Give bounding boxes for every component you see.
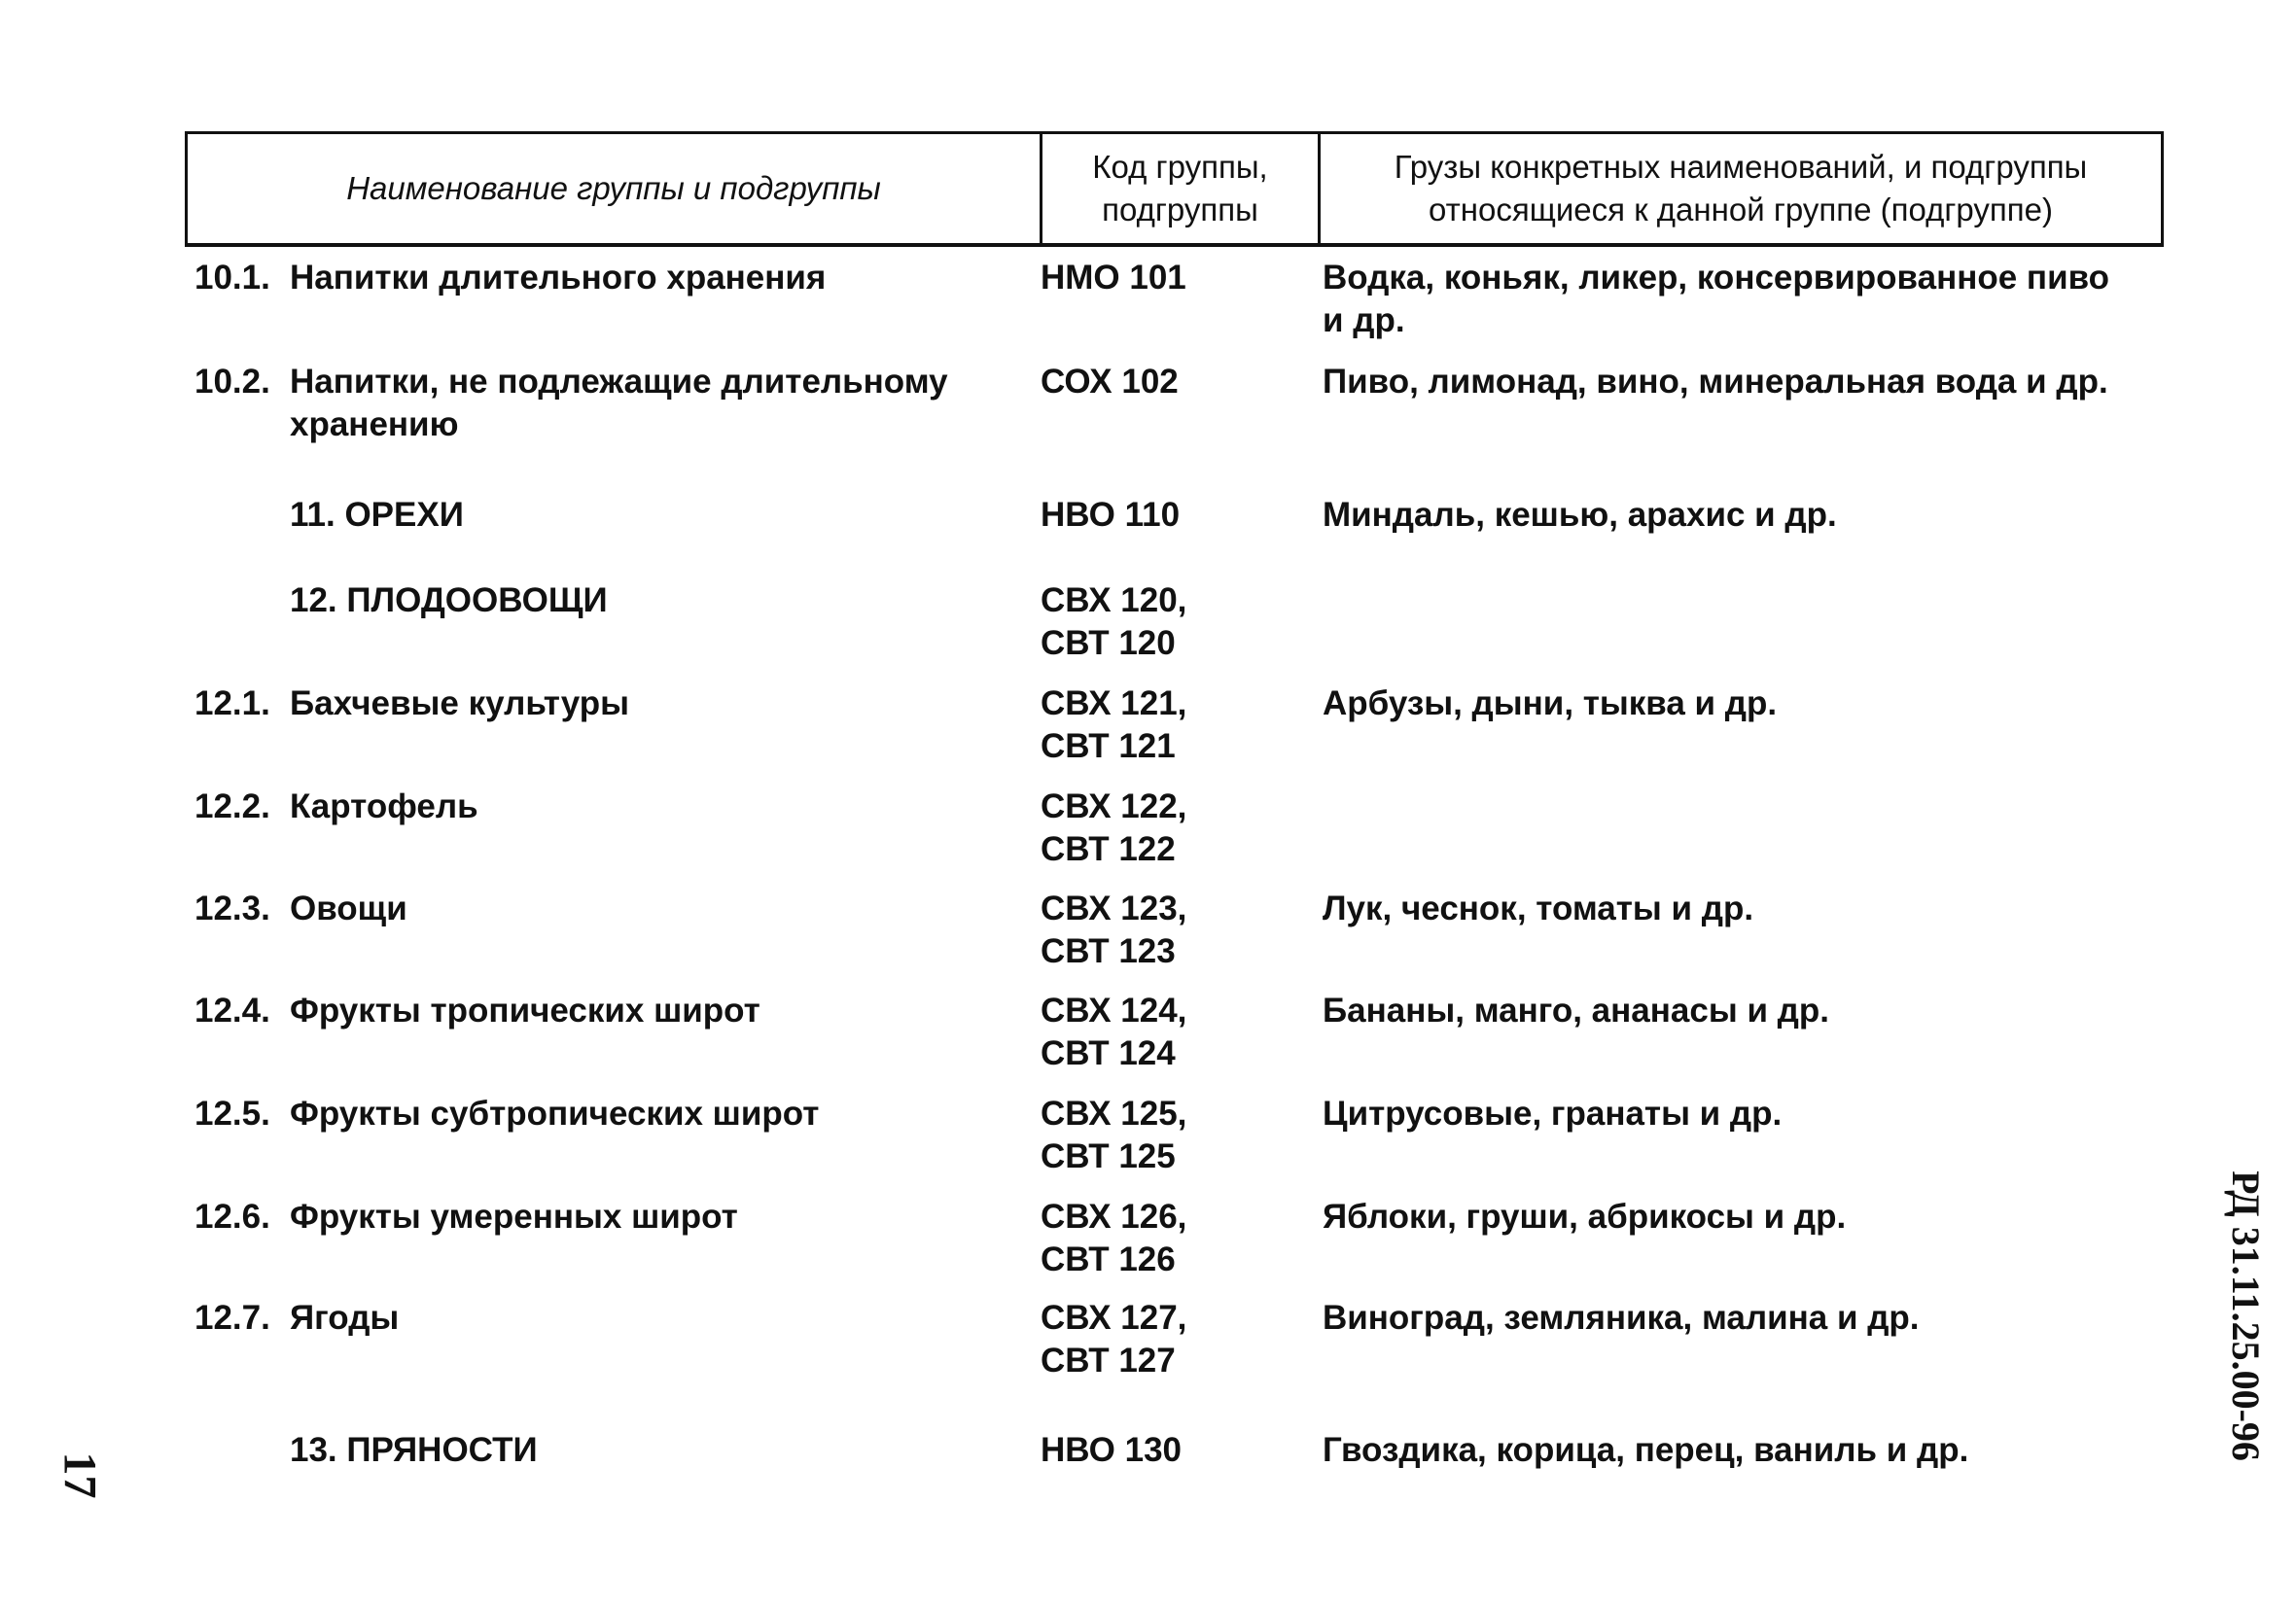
row-code: НВО 130 <box>1041 1431 1183 1469</box>
row-number: 12.3. <box>194 890 270 927</box>
row-desc: Арбузы, дыни, тыква и др. <box>1323 684 1778 722</box>
row-code: СОХ 102 <box>1041 363 1179 401</box>
row-code: НМО 101 <box>1041 259 1186 297</box>
row-name: 11. ОРЕХИ <box>290 496 464 534</box>
row-number: 12.4. <box>194 992 270 1030</box>
row-code: СВХ 123, СВТ 123 <box>1041 890 1187 970</box>
row-number: 12.7. <box>194 1299 270 1337</box>
row-code: СВХ 120, СВТ 120 <box>1041 581 1187 662</box>
header-name: Наименование группы и подгруппы <box>188 134 1042 243</box>
row-number: 12.6. <box>194 1198 270 1236</box>
row-code: НВО 110 <box>1041 496 1181 534</box>
row-number: 10.2. <box>194 363 270 401</box>
row-code: СВХ 125, СВТ 125 <box>1041 1095 1187 1175</box>
row-desc: Яблоки, груши, абрикосы и др. <box>1323 1198 1847 1236</box>
row-desc: Бананы, манго, ананасы и др. <box>1323 992 1830 1030</box>
row-number: 12.1. <box>194 684 270 722</box>
row-desc: Миндаль, кешью, арахис и др. <box>1323 496 1837 534</box>
row-number: 12.5. <box>194 1095 270 1133</box>
row-name: Ягоды <box>290 1299 400 1337</box>
row-name: Напитки, не подлежащие длительному хранению <box>290 363 948 443</box>
row-number: 10.1. <box>194 259 270 297</box>
row-name: Фрукты умеренных широт <box>290 1198 738 1236</box>
row-desc: Гвоздика, корица, перец, ваниль и др. <box>1323 1431 1969 1469</box>
row-name: 13. ПРЯНОСТИ <box>290 1431 538 1469</box>
row-name: Напитки длительного хранения <box>290 259 827 297</box>
row-desc: Цитрусовые, гранаты и др. <box>1323 1095 1783 1133</box>
page-number: 17 <box>53 1451 106 1499</box>
row-desc: Лук, чеснок, томаты и др. <box>1323 890 1754 927</box>
header-desc: Грузы конкретных наименований, и подгруппы относящиеся к данной группе (подгруппе) <box>1394 149 2088 227</box>
row-desc: Виноград, земляника, малина и др. <box>1323 1299 1920 1337</box>
row-code: СВХ 121, СВТ 121 <box>1041 684 1187 765</box>
row-code: СВХ 126, СВТ 126 <box>1041 1198 1187 1278</box>
row-code: СВХ 122, СВТ 122 <box>1041 787 1187 868</box>
row-name: Картофель <box>290 787 478 825</box>
document-code: РД 31.11.25.00-96 <box>2223 1170 2268 1461</box>
table-header <box>185 131 2164 247</box>
row-name: 12. ПЛОДООВОЩИ <box>290 581 608 619</box>
row-code: СВХ 124, СВТ 124 <box>1041 992 1187 1072</box>
row-name: Бахчевые культуры <box>290 684 630 722</box>
row-desc: Пиво, лимонад, вино, минеральная вода и др. <box>1323 363 2108 401</box>
header-code: Код группы, подгруппы <box>1042 134 1321 243</box>
row-name: Фрукты тропических широт <box>290 992 760 1030</box>
row-code: СВХ 127, СВТ 127 <box>1041 1299 1187 1380</box>
cargo-groups-table <box>185 131 2164 1469</box>
row-number: 12.2. <box>194 787 270 825</box>
row-name: Фрукты субтропических широт <box>290 1095 820 1133</box>
row-desc: Водка, коньяк, ликер, консервированное пиво и др. <box>1323 259 2110 339</box>
row-name: Овощи <box>290 890 407 927</box>
